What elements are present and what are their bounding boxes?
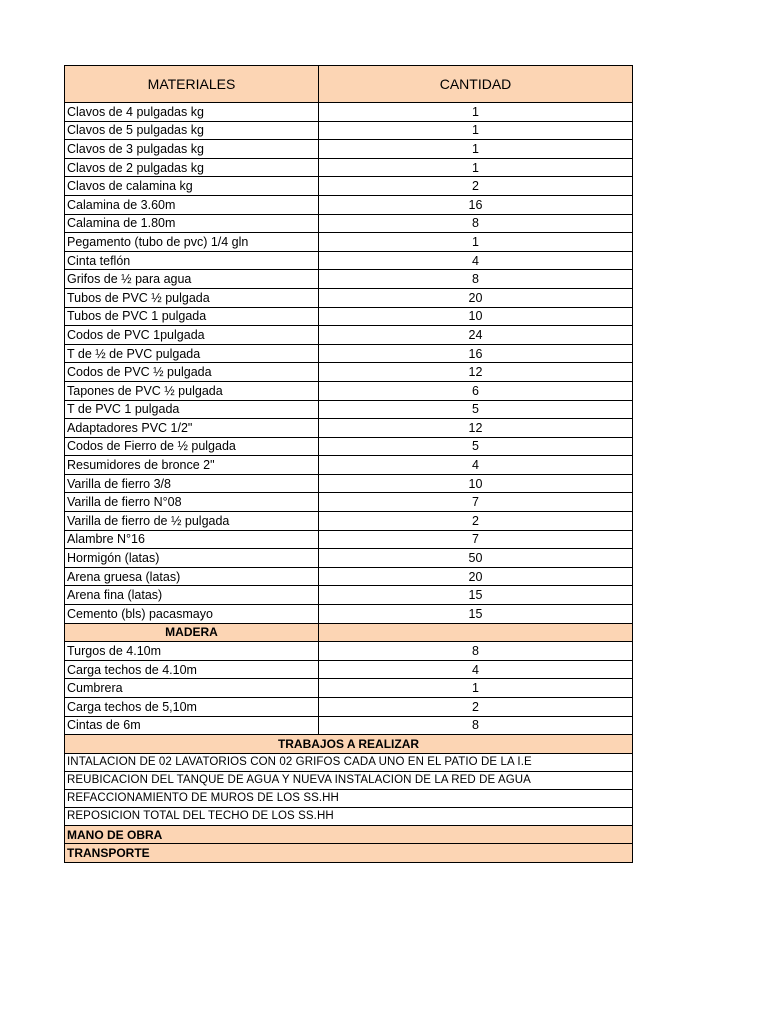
material-name: Clavos de 3 pulgadas kg xyxy=(65,140,319,159)
material-name: Alambre N°16 xyxy=(65,530,319,549)
material-quantity: 5 xyxy=(319,400,633,419)
table-row xyxy=(65,437,633,456)
table-row xyxy=(65,158,633,177)
madera-item-name: Carga techos de 5,10m xyxy=(65,698,319,717)
madera-item-name: Carga techos de 4.10m xyxy=(65,660,319,679)
madera-item-quantity: 1 xyxy=(319,679,633,698)
table-row xyxy=(65,251,633,270)
madera-item-quantity: 2 xyxy=(319,698,633,717)
madera-item-name: Cintas de 6m xyxy=(65,716,319,735)
section-header-madera xyxy=(65,623,633,642)
material-quantity: 6 xyxy=(319,381,633,400)
material-quantity: 24 xyxy=(319,326,633,345)
table-row xyxy=(65,344,633,363)
material-name: Arena gruesa (latas) xyxy=(65,567,319,586)
madera-item-name: Turgos de 4.10m xyxy=(65,642,319,661)
material-quantity: 50 xyxy=(319,549,633,568)
table-row xyxy=(65,121,633,140)
table-row xyxy=(65,419,633,438)
table-row xyxy=(65,270,633,289)
material-quantity: 1 xyxy=(319,158,633,177)
section-title-madera: MADERA xyxy=(65,623,319,642)
section-title-trabajos: TRABAJOS A REALIZAR xyxy=(65,735,633,754)
header-quantity: CANTIDAD xyxy=(319,66,633,103)
table-row xyxy=(65,400,633,419)
table-row xyxy=(65,716,633,735)
table-row xyxy=(65,214,633,233)
section-header-trabajos xyxy=(65,735,633,754)
material-quantity: 5 xyxy=(319,437,633,456)
table-header-row xyxy=(65,66,633,103)
material-quantity: 1 xyxy=(319,121,633,140)
material-quantity: 1 xyxy=(319,233,633,252)
task-description: REPOSICION TOTAL DEL TECHO DE LOS SS.HH xyxy=(65,807,633,825)
table-row xyxy=(65,493,633,512)
material-name: Hormigón (latas) xyxy=(65,549,319,568)
material-name: Arena fina (latas) xyxy=(65,586,319,605)
material-name: Codos de PVC 1pulgada xyxy=(65,326,319,345)
material-name: T de ½ de PVC pulgada xyxy=(65,344,319,363)
material-name: Varilla de fierro de ½ pulgada xyxy=(65,512,319,531)
table-row xyxy=(65,177,633,196)
materials-table xyxy=(64,65,633,863)
material-quantity: 16 xyxy=(319,195,633,214)
material-name: Grifos de ½ para agua xyxy=(65,270,319,289)
table-row xyxy=(65,456,633,475)
transporte-row xyxy=(65,844,633,863)
material-quantity: 8 xyxy=(319,270,633,289)
table-row xyxy=(65,642,633,661)
material-name: Varilla de fierro N°08 xyxy=(65,493,319,512)
material-name: Clavos de 5 pulgadas kg xyxy=(65,121,319,140)
madera-item-name: Cumbrera xyxy=(65,679,319,698)
table-row xyxy=(65,512,633,531)
table-row xyxy=(65,549,633,568)
transporte-label: TRANSPORTE xyxy=(65,844,633,863)
table-row xyxy=(65,567,633,586)
material-quantity: 12 xyxy=(319,363,633,382)
material-quantity: 2 xyxy=(319,512,633,531)
table-row xyxy=(65,586,633,605)
material-name: Calamina de 1.80m xyxy=(65,214,319,233)
task-row xyxy=(65,771,633,789)
table-row xyxy=(65,698,633,717)
table-row xyxy=(65,233,633,252)
table-row xyxy=(65,660,633,679)
task-row xyxy=(65,753,633,771)
material-quantity: 2 xyxy=(319,177,633,196)
material-name: Pegamento (tubo de pvc) 1/4 gln xyxy=(65,233,319,252)
task-row xyxy=(65,789,633,807)
table-row xyxy=(65,679,633,698)
material-name: Varilla de fierro 3/8 xyxy=(65,474,319,493)
material-quantity: 1 xyxy=(319,103,633,122)
table-row xyxy=(65,605,633,624)
header-materials: MATERIALES xyxy=(65,66,319,103)
material-name: Tapones de PVC ½ pulgada xyxy=(65,381,319,400)
materials-table-body xyxy=(65,66,633,863)
mano-de-obra-label: MANO DE OBRA xyxy=(65,825,633,844)
material-quantity: 15 xyxy=(319,605,633,624)
material-name: Resumidores de bronce 2" xyxy=(65,456,319,475)
material-name: T de PVC 1 pulgada xyxy=(65,400,319,419)
table-row xyxy=(65,195,633,214)
task-description: REUBICACION DEL TANQUE DE AGUA Y NUEVA INSTALACION DE LA RED DE AGUA xyxy=(65,771,633,789)
material-quantity: 7 xyxy=(319,493,633,512)
material-name: Tubos de PVC 1 pulgada xyxy=(65,307,319,326)
table-row xyxy=(65,288,633,307)
table-row xyxy=(65,307,633,326)
table-row xyxy=(65,474,633,493)
material-quantity: 15 xyxy=(319,586,633,605)
madera-item-quantity: 8 xyxy=(319,642,633,661)
material-quantity: 12 xyxy=(319,419,633,438)
table-row xyxy=(65,363,633,382)
mano-de-obra-row xyxy=(65,825,633,844)
table-row xyxy=(65,140,633,159)
material-quantity: 20 xyxy=(319,567,633,586)
table-row xyxy=(65,103,633,122)
table-row xyxy=(65,530,633,549)
material-name: Clavos de 2 pulgadas kg xyxy=(65,158,319,177)
material-name: Adaptadores PVC 1/2" xyxy=(65,419,319,438)
material-quantity: 1 xyxy=(319,140,633,159)
task-description: INTALACION DE 02 LAVATORIOS CON 02 GRIFOS CADA UNO EN EL PATIO DE LA I.E xyxy=(65,753,633,771)
material-quantity: 10 xyxy=(319,307,633,326)
material-quantity: 10 xyxy=(319,474,633,493)
material-name: Tubos de PVC ½ pulgada xyxy=(65,288,319,307)
madera-item-quantity: 4 xyxy=(319,660,633,679)
task-row xyxy=(65,807,633,825)
table-row xyxy=(65,326,633,345)
material-name: Codos de PVC ½ pulgada xyxy=(65,363,319,382)
material-quantity: 16 xyxy=(319,344,633,363)
material-name: Cinta teflón xyxy=(65,251,319,270)
material-name: Calamina de 3.60m xyxy=(65,195,319,214)
material-quantity: 8 xyxy=(319,214,633,233)
table-row xyxy=(65,381,633,400)
material-quantity: 7 xyxy=(319,530,633,549)
material-name: Cemento (bls) pacasmayo xyxy=(65,605,319,624)
material-name: Codos de Fierro de ½ pulgada xyxy=(65,437,319,456)
material-quantity: 4 xyxy=(319,456,633,475)
material-quantity: 4 xyxy=(319,251,633,270)
section-empty-cell xyxy=(319,623,633,642)
material-quantity: 20 xyxy=(319,288,633,307)
material-name: Clavos de calamina kg xyxy=(65,177,319,196)
material-name: Clavos de 4 pulgadas kg xyxy=(65,103,319,122)
task-description: REFACCIONAMIENTO DE MUROS DE LOS SS.HH xyxy=(65,789,633,807)
madera-item-quantity: 8 xyxy=(319,716,633,735)
